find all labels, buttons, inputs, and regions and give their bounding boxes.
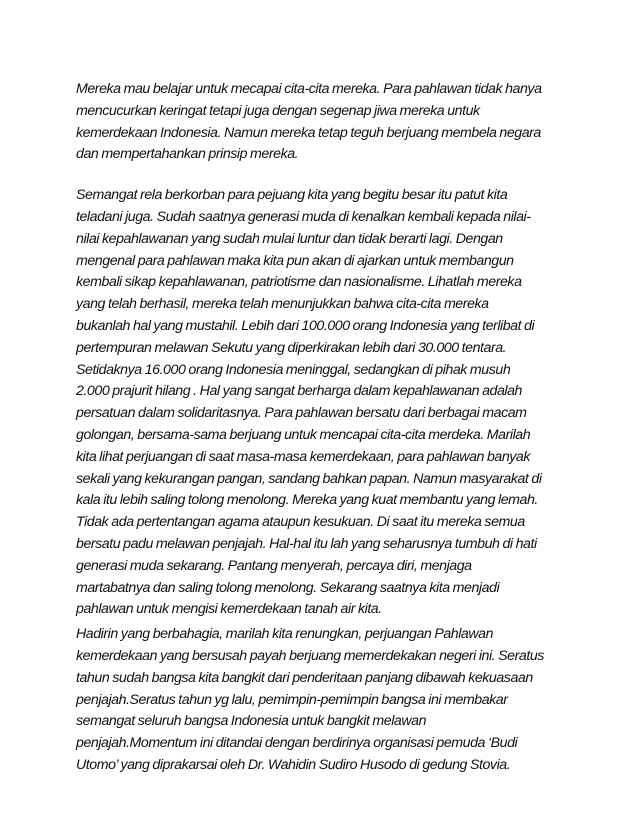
document-page — [76, 79, 572, 777]
paragraph-3 — [76, 624, 572, 777]
text-line: kala itu lebih saling tolong menolong. Mereka yang kuat membantu yang lemah. — [76, 492, 538, 509]
text-line: sekali yang kekurangan pangan, sandang bahkan papan. Namun masyarakat di — [76, 470, 542, 487]
paragraph-2 — [76, 185, 572, 621]
text-line: kemerdekaan yang bersusah payah berjuang memerdekakan negeri ini. Seratus — [76, 647, 544, 664]
text-line: penjajah.Momentum ini ditandai dengan berdirinya organisasi pemuda ‘Budi — [76, 735, 518, 752]
text-line: generasi muda sekarang. Pantang menyerah, percaya diri, menjaga — [76, 557, 472, 574]
text-line: bersatu padu melawan penjajah. Hal-hal itu lah yang seharusnya tumbuh di hati — [76, 535, 537, 552]
text-line: teladani juga. Sudah saatnya generasi muda di kenalkan kembali kepada nilai- — [76, 208, 531, 225]
text-line: golongan, bersama-sama berjuang untuk mencapai cita-cita merdeka. Marilah — [76, 426, 531, 443]
text-line: mencucurkan keringat tetapi juga dengan segenap jiwa mereka untuk — [76, 102, 480, 119]
text-line: persatuan dalam solidaritasnya. Para pahlawan bersatu dari berbagai macam — [76, 405, 527, 422]
text-line: Tidak ada pertentangan agama ataupun kesukuan. Di saat itu mereka semua — [76, 514, 525, 531]
text-line: kemerdekaan Indonesia. Namun mereka tetap teguh berjuang membela negara — [76, 124, 541, 141]
text-line: semangat seluruh bangsa Indonesia untuk bangkit melawan — [76, 713, 427, 730]
text-line: pahlawan untuk mengisi kemerdekaan tanah air kita. — [76, 601, 382, 618]
paragraph-1 — [76, 79, 572, 166]
text-line: 2.000 prajurit hilang . Hal yang sangat berharga dalam kepahlawanan adalah — [76, 383, 522, 400]
text-line: martabatnya dan saling tolong menolong. Sekarang saatnya kita menjadi — [76, 579, 500, 596]
paragraph-spacer — [76, 166, 572, 185]
text-line: Utomo’ yang diprakarsai oleh Dr. Wahidin Sudiro Husodo di gedung Stovia. — [76, 756, 511, 773]
text-line: nilai kepahlawanan yang sudah mulai luntur dan tidak berarti lagi. Dengan — [76, 230, 503, 247]
text-line: pertempuran melawan Sekutu yang diperkirakan lebih dari 30.000 tentara. — [76, 339, 507, 356]
text-line: bukanlah hal yang mustahil. Lebih dari 100.000 orang Indonesia yang terlibat di — [76, 317, 535, 334]
text-line: dan mempertahankan prinsip mereka. — [76, 146, 299, 163]
text-line: penjajah.Seratus tahun yg lalu, pemimpin-pemimpin bangsa ini membakar — [76, 691, 508, 708]
text-line: kita lihat perjuangan di saat masa-masa kemerdekaan, para pahlawan banyak — [76, 448, 530, 465]
text-line: tahun sudah bangsa kita bangkit dari penderitaan panjang dibawah kekuasaan — [76, 669, 533, 686]
text-line: Setidaknya 16.000 orang Indonesia meninggal, sedangkan di pihak musuh — [76, 361, 511, 378]
text-line: mengenal para pahlawan maka kita pun akan di ajarkan untuk membangun — [76, 252, 514, 269]
text-line: yang telah berhasil, mereka telah menunjukkan bahwa cita-cita mereka — [76, 296, 489, 313]
text-line: Mereka mau belajar untuk mecapai cita-cita mereka. Para pahlawan tidak hanya — [76, 81, 542, 97]
text-line: kembali sikap kepahlawanan, patriotisme dan nasionalisme. Lihatlah mereka — [76, 274, 522, 291]
text-line: Hadirin yang berbahagia, marilah kita renungkan, perjuangan Pahlawan — [76, 626, 494, 643]
text-line: Semangat rela berkorban para pejuang kita yang begitu besar itu patut kita — [76, 187, 508, 204]
